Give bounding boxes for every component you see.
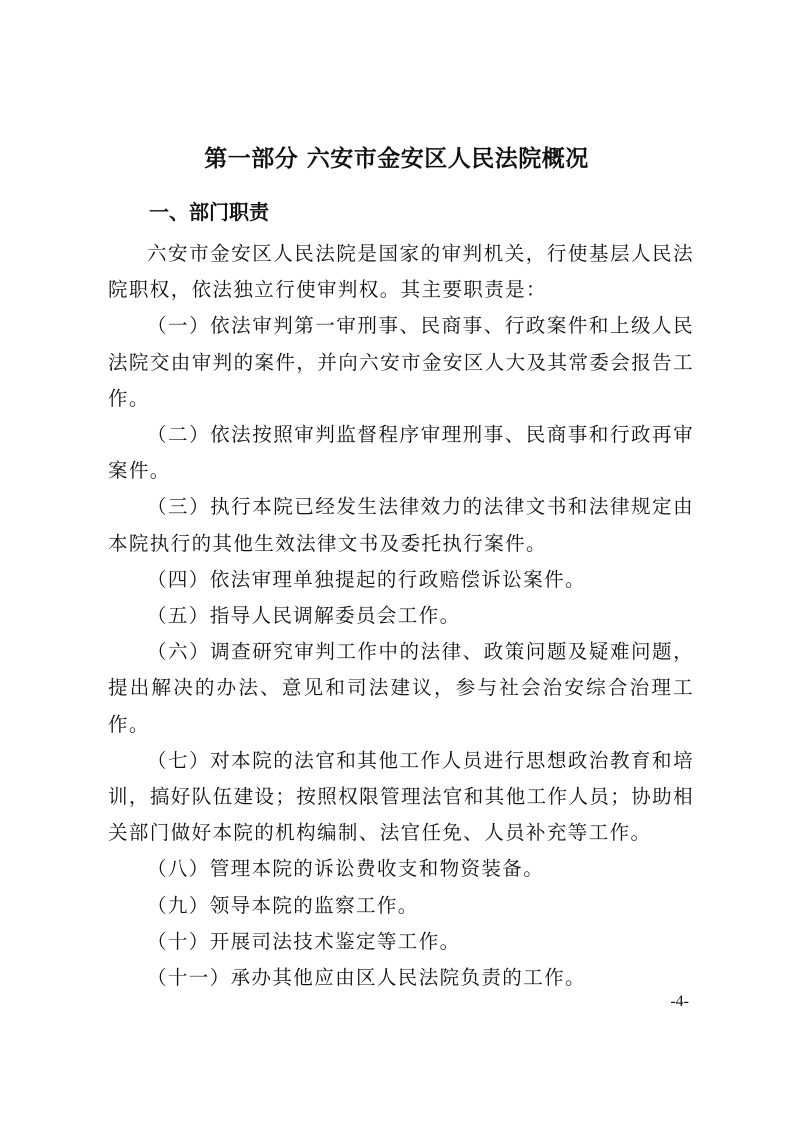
page-number: -4- [670, 993, 689, 1010]
paragraph-item-5: （五）指导人民调解委员会工作。 [147, 604, 461, 628]
paragraph-item-10: （十）开展司法技术鉴定等工作。 [147, 929, 461, 953]
paragraph-item-4: （四）依法审理单独提起的行政赔偿诉讼案件。 [147, 567, 586, 591]
paragraph-item-3: （三）执行本院已经发生法律效力的法律文书和法律规定由本院执行的其他生效法律文书及委托执行案件。 [108, 495, 694, 555]
paragraph-item-9: （九）领导本院的监察工作。 [147, 893, 419, 917]
paragraph-item-1: （一）依法审判第一审刑事、民商事、行政案件和上级人民法院交由审判的案件，并向六安市金安区人大及其常委会报告工作。 [108, 314, 694, 410]
paragraph-item-8: （八）管理本院的诉讼费收支和物资装备。 [147, 857, 545, 881]
paragraph-intro: 六安市金安区人民法院是国家的审判机关，行使基层人民法院职权，依法独立行使审判权。其主要职责是： [108, 242, 694, 302]
page-title: 第一部分 六安市金安区人民法院概况 [204, 146, 589, 172]
paragraph-item-2: （二）依法按照审判监督程序审理刑事、民商事和行政再审案件。 [108, 423, 694, 483]
paragraph-item-6: （六）调查研究审判工作中的法律、政策问题及疑难问题，提出解决的办法、意见和司法建议，参与社会治安综合治理工作。 [108, 640, 694, 736]
paragraph-item-11: （十一）承办其他应由区人民法院负责的工作。 [147, 966, 586, 990]
section-heading: 一、部门职责 [149, 200, 269, 224]
document-body [108, 236, 694, 996]
paragraph-item-7: （七）对本院的法官和其他工作人员进行思想政治教育和培训，搞好队伍建设；按照权限管理法官和其他工作人员；协助相关部门做好本院的机构编制、法官任免、人员补充等工作。 [108, 748, 694, 845]
